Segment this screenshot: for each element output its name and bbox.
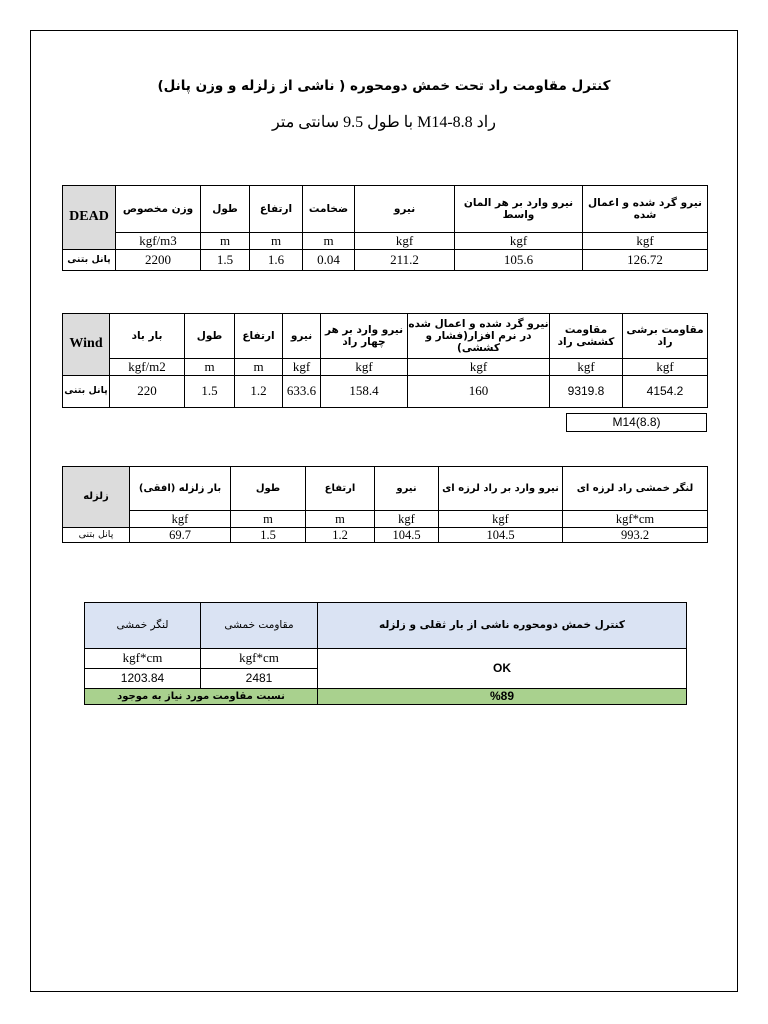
- unit-cell: kgf: [408, 359, 550, 376]
- value-cell: 2481: [201, 669, 318, 689]
- value-cell: 211.2: [355, 250, 455, 271]
- value-cell: 633.6: [283, 376, 321, 408]
- unit-cell: kgf: [455, 233, 583, 250]
- value-cell: 1.2: [306, 528, 375, 543]
- value-cell: 1.5: [231, 528, 306, 543]
- value-cell: 104.5: [439, 528, 563, 543]
- unit-cell: kgf: [355, 233, 455, 250]
- header-cell: بار زلزله (افقی): [130, 467, 231, 511]
- seismic-corner: زلزله: [63, 467, 130, 528]
- page-title: کنترل مقاومت راد تحت خمش دومحوره ( ناشی از زلزله و وزن پانل): [157, 78, 611, 94]
- unit-cell: kgf*cm: [201, 649, 318, 669]
- value-cell: 1.2: [235, 376, 283, 408]
- header-cell: نیرو: [375, 467, 439, 511]
- ratio-value: %89: [318, 689, 687, 705]
- value-cell: 158.4: [321, 376, 408, 408]
- unit-cell: kgf: [375, 511, 439, 528]
- unit-cell: kgf: [583, 233, 708, 250]
- dead-load-table: [62, 185, 708, 271]
- unit-cell: m: [250, 233, 303, 250]
- value-cell: 1.6: [250, 250, 303, 271]
- value-cell: 220: [110, 376, 185, 408]
- value-cell: 160: [408, 376, 550, 408]
- value-cell: 1.5: [201, 250, 250, 271]
- header-cell: مقاومت برشی راد: [623, 314, 708, 359]
- unit-cell: m: [201, 233, 250, 250]
- ratio-label: نسبت مقاومت مورد نیاز به موجود: [85, 689, 318, 705]
- header-cell: نیرو وارد بر هر چهار راد: [321, 314, 408, 359]
- header-cell: نیرو گرد شده و اعمال شده در نرم افزار(فشار و کششی): [408, 314, 550, 359]
- unit-cell: kgf: [439, 511, 563, 528]
- wind-load-table: [62, 313, 708, 408]
- row-label: پانل بتنی: [63, 528, 130, 543]
- header-cell: مقاومت کششی راد: [550, 314, 623, 359]
- header-cell: نیرو: [283, 314, 321, 359]
- value-cell: 104.5: [375, 528, 439, 543]
- header-cell: نیرو وارد بر هر المان واسط: [455, 186, 583, 233]
- value-cell: 9319.8: [550, 376, 623, 408]
- header-cell: طول: [201, 186, 250, 233]
- unit-cell: m: [303, 233, 355, 250]
- row-label: پانل بتنی: [63, 250, 116, 271]
- unit-cell: kgf*cm: [85, 649, 201, 669]
- rod-spec-note: M14(8.8): [566, 413, 707, 432]
- value-cell: 4154.2: [623, 376, 708, 408]
- value-cell: 993.2: [563, 528, 708, 543]
- unit-cell: kgf: [321, 359, 408, 376]
- page-subtitle: راد M14-8.8 با طول 9.5 سانتی متر: [272, 114, 496, 131]
- biaxial-check-table: [84, 602, 687, 705]
- header-cell: ارتفاع: [250, 186, 303, 233]
- unit-cell: kgf: [130, 511, 231, 528]
- unit-cell: kgf: [550, 359, 623, 376]
- status-ok: OK: [318, 649, 687, 689]
- unit-cell: m: [306, 511, 375, 528]
- unit-cell: kgf*cm: [563, 511, 708, 528]
- header-cell: لنگر خمشی: [85, 603, 201, 649]
- header-cell: مقاومت خمشی: [201, 603, 318, 649]
- header-cell: نیرو گرد شده و اعمال شده: [583, 186, 708, 233]
- unit-cell: kgf/m3: [116, 233, 201, 250]
- value-cell: 126.72: [583, 250, 708, 271]
- header-cell: لنگر خمشی راد لرزه ای: [563, 467, 708, 511]
- unit-cell: kgf: [283, 359, 321, 376]
- wind-corner: Wind: [63, 314, 110, 376]
- value-cell: 2200: [116, 250, 201, 271]
- value-cell: 69.7: [130, 528, 231, 543]
- row-label: پانل بتنی: [63, 376, 110, 408]
- header-cell: بار باد: [110, 314, 185, 359]
- check-title: کنترل خمش دومحوره ناشی از بار ثقلی و زلزله: [318, 603, 687, 649]
- value-cell: 0.04: [303, 250, 355, 271]
- header-cell: ارتفاع: [235, 314, 283, 359]
- unit-cell: m: [231, 511, 306, 528]
- header-cell: ضخامت: [303, 186, 355, 233]
- value-cell: 105.6: [455, 250, 583, 271]
- unit-cell: m: [185, 359, 235, 376]
- dead-corner: DEAD: [63, 186, 116, 250]
- header-cell: نیرو وارد بر راد لرزه ای: [439, 467, 563, 511]
- value-cell: 1.5: [185, 376, 235, 408]
- value-cell: 1203.84: [85, 669, 201, 689]
- seismic-load-table: [62, 466, 708, 543]
- header-cell: ارتفاع: [306, 467, 375, 511]
- header-cell: نیرو: [355, 186, 455, 233]
- unit-cell: kgf: [623, 359, 708, 376]
- header-cell: وزن مخصوص: [116, 186, 201, 233]
- header-cell: طول: [231, 467, 306, 511]
- unit-cell: kgf/m2: [110, 359, 185, 376]
- header-cell: طول: [185, 314, 235, 359]
- unit-cell: m: [235, 359, 283, 376]
